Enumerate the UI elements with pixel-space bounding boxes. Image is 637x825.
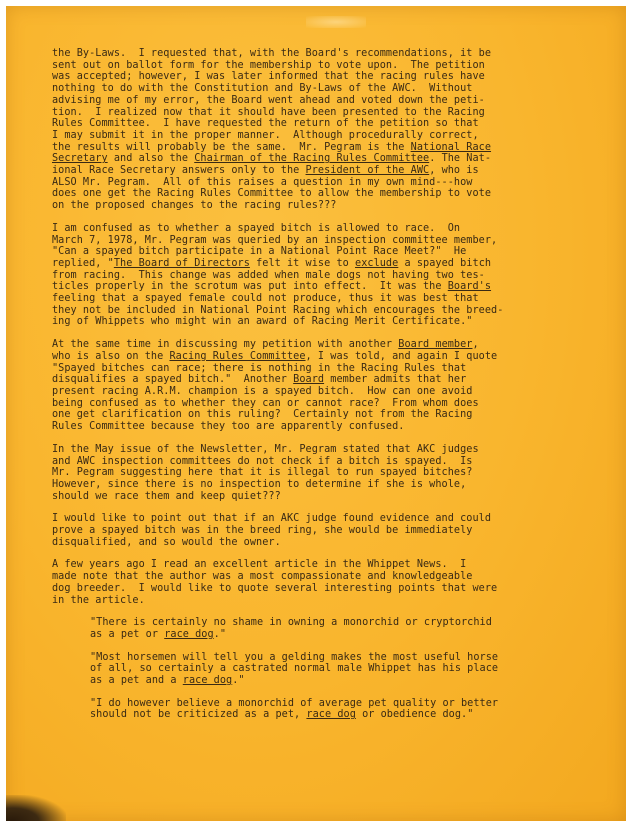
- text-line: "There is certainly no shame in owning a monorchid or cryptorchid: [90, 617, 492, 629]
- text-line: Mr. Pegram suggesting here that it is illegal to run spayed bitches?: [52, 467, 473, 479]
- underlined-phrase: race dog: [164, 628, 214, 640]
- text-line: feeling that a spayed female could not produce, thus it was best that: [52, 293, 479, 305]
- corner-stain: [6, 795, 66, 821]
- text-line: "Spayed bitches can race; there is nothing in the Racing Rules that: [52, 362, 467, 374]
- paragraph-board-member-discussion: [52, 339, 600, 433]
- text-line: present racing A.R.M. champion is a spayed bitch. How can one avoid: [52, 385, 473, 397]
- text-line: I am confused as to whether a spayed bitch is allowed to race. On: [52, 222, 461, 234]
- text-line: as a pet or race dog.": [90, 628, 227, 640]
- text-line: replied, "The Board of Directors felt it wise to exclude a spayed bitch: [52, 257, 492, 269]
- text-line: should we race them and keep quiet???: [52, 490, 281, 502]
- text-line: as a pet and a race dog.": [90, 675, 245, 687]
- underlined-phrase: National Race: [410, 141, 492, 153]
- text-line: does one get the Racing Rules Committee to allow the membership to vote: [52, 188, 492, 200]
- text-line: was accepted; however, I was later informed that the racing rules have: [52, 71, 485, 83]
- text-line: nothing to do with the Constitution and By-Laws of the AWC. Without: [52, 83, 473, 95]
- paper-sheet: [6, 6, 626, 821]
- underlined-phrase: race dog: [306, 709, 356, 721]
- text-line: I may submit it in the proper manner. Although procedurally correct,: [52, 129, 479, 141]
- text-line: "Most horsemen will tell you a gelding makes the most useful horse: [90, 651, 499, 663]
- text-line: disqualifies a spayed bitch." Another Board member admits that her: [52, 374, 467, 386]
- text-line: the results will probably be the same. Mr. Pegram is the National Race: [52, 141, 492, 153]
- paragraph-spayed-confusion: [52, 223, 600, 328]
- text-line: ALSO Mr. Pegram. All of this raises a question in my own mind---how: [52, 176, 473, 188]
- text-line: However, since there is no inspection to determine if she is whole,: [52, 478, 467, 490]
- text-line: in the article.: [52, 594, 145, 606]
- text-line: tion. I realized now that it should have been presented to the Racing: [52, 106, 485, 118]
- text-line: should not be criticized as a pet, race dog or obedience dog.": [90, 709, 474, 721]
- quote-gelding: [90, 652, 600, 687]
- text-line: from racing. This change was added when male dogs not having two tes-: [52, 269, 485, 281]
- underlined-phrase: Racing Rules Committee: [169, 350, 306, 362]
- text-line: ticles properly in the scrotum was put into effect. It was the Board's: [52, 281, 492, 293]
- paragraph-whippet-news: [52, 559, 600, 606]
- underlined-phrase: Board: [293, 374, 325, 386]
- text-line: the By-Laws. I requested that, with the Board's recommendations, it be: [52, 48, 492, 59]
- paragraph-newsletter: [52, 444, 600, 503]
- text-line: Rules Committee. I have requested the return of the petition so that: [52, 118, 479, 130]
- text-line: prove a spayed bitch was in the breed ring, she would be immediately: [52, 525, 473, 537]
- underlined-phrase: race dog: [182, 675, 233, 687]
- text-line: of all, so certainly a castrated normal male Whippet has his place: [90, 663, 499, 675]
- text-line: "Can a spayed bitch participate in a National Point Race Meet?" He: [52, 246, 467, 258]
- quote-average-pet-quality: [90, 698, 600, 721]
- text-line: disqualified, and so would the owner.: [52, 536, 281, 548]
- text-line: sent out on ballot form for the membership to vote upon. The petition: [52, 59, 485, 71]
- underlined-phrase: Secretary: [52, 153, 108, 165]
- underlined-phrase: Board member: [398, 339, 473, 351]
- text-line: Secretary and also the Chairman of the Racing Rules Committee. The Nat-: [52, 153, 492, 165]
- text-line: "I do however believe a monorchid of average pet quality or better: [90, 697, 499, 709]
- underlined-phrase: Chairman of the Racing Rules Committee: [194, 153, 430, 165]
- underlined-phrase: President of the AWC: [305, 165, 430, 177]
- text-line: advising me of my error, the Board went ahead and voted down the peti-: [52, 94, 485, 106]
- text-line: made note that the author was a most compassionate and knowledgeable: [52, 571, 473, 583]
- paragraph-bylaws-petition: [52, 48, 600, 212]
- text-line: who is also on the Racing Rules Committee, I was told, and again I quote: [52, 350, 498, 362]
- paragraph-akc-judge: [52, 513, 600, 548]
- underlined-phrase: exclude: [355, 257, 399, 269]
- quote-monorchid-pet: [90, 617, 600, 640]
- text-line: A few years ago I read an excellent article in the Whippet News. I: [52, 559, 467, 571]
- text-line: dog breeder. I would like to quote several interesting points that were: [52, 582, 498, 594]
- text-line: I would like to point out that if an AKC judge found evidence and could: [52, 513, 492, 525]
- text-line: being confused as to whether they can or cannot race? From whom does: [52, 397, 479, 409]
- text-line: At the same time in discussing my petition with another Board member,: [52, 339, 479, 351]
- underlined-phrase: The Board of Directors: [113, 257, 250, 269]
- text-line: March 7, 1978, Mr. Pegram was queried by an inspection committee member,: [52, 234, 498, 246]
- text-line: Rules Committee because they too are apparently confused.: [52, 421, 405, 433]
- text-line: one get clarification on this ruling? Certainly not from the Racing: [52, 409, 473, 421]
- text-line: ing of Whippets who might win an award of Racing Merit Certificate.": [52, 316, 473, 328]
- text-line: In the May issue of the Newsletter, Mr. Pegram stated that AKC judges: [52, 443, 479, 455]
- text-line: they not be included in National Point Racing which encourages the breed-: [52, 304, 504, 316]
- text-line: and AWC inspection committees do not check if a bitch is spayed. Is: [52, 455, 473, 467]
- text-line: ional Race Secretary answers only to the President of the AWC, who is: [52, 165, 479, 177]
- text-line: on the proposed changes to the racing rules???: [52, 200, 337, 212]
- paper-blemish: [306, 16, 366, 28]
- letter-body: [52, 48, 600, 732]
- underlined-phrase: Board's: [447, 281, 492, 293]
